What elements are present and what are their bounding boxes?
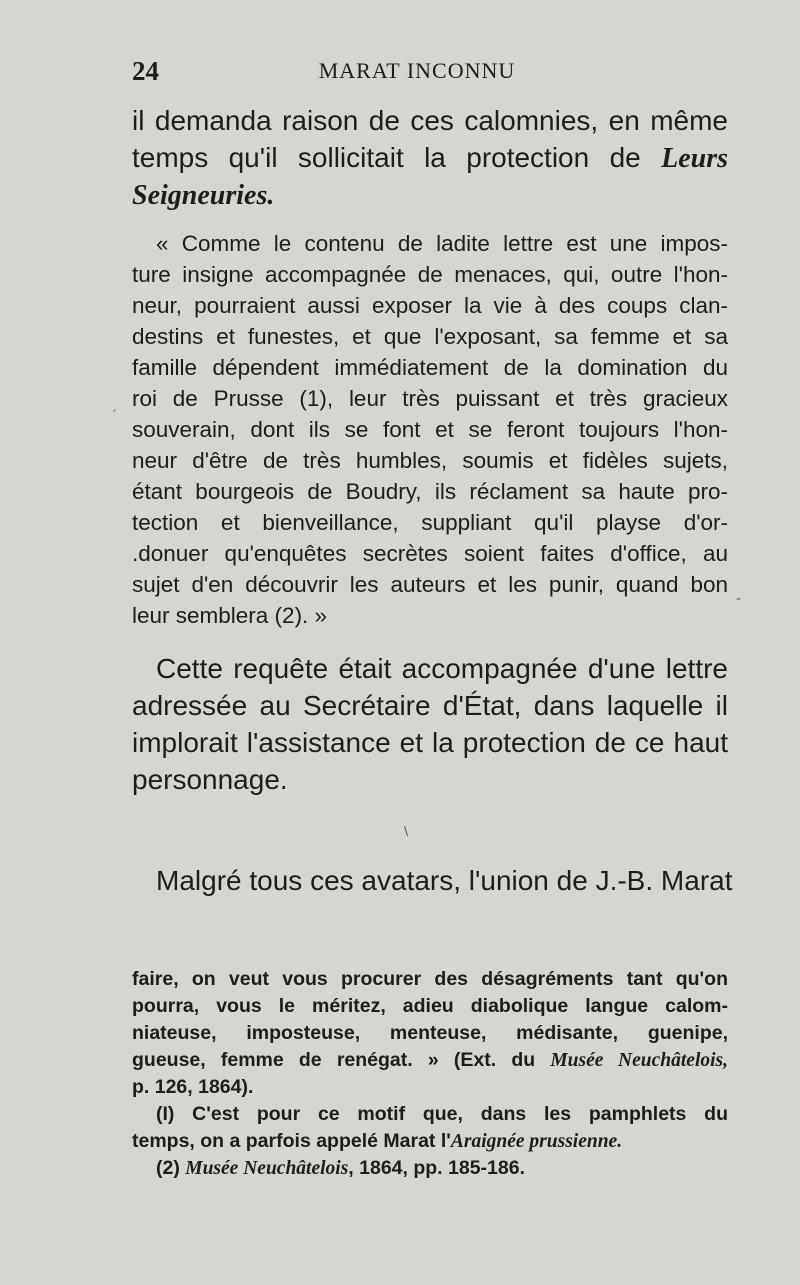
italic-text: Araignée prussienne. <box>450 1131 623 1152</box>
footnote-line: niateuse, imposteuse, menteuse, médisante, guenipe, <box>132 1022 728 1044</box>
text-line <box>132 139 728 177</box>
footnote-line <box>132 1047 728 1074</box>
footnote-line: pourra, vous le méritez, adieu diabolique langue calom- <box>132 995 728 1017</box>
text-line: étant bourgeois de Boudry, ils réclament sa haute pro- <box>132 479 728 504</box>
text-line: .donuer qu'enquêtes secrètes soient faites d'office, au <box>132 541 728 566</box>
text-line: ture insigne accompagnée de menaces, qui, outre l'hon- <box>132 262 728 287</box>
text-fragment: gueuse, femme de renégat. » (Ext. du <box>132 1049 551 1071</box>
paragraph-three <box>132 862 733 899</box>
text-line: roi de Prusse (1), leur très puissant et très gracieux <box>132 386 728 411</box>
margin-mark: ′ <box>113 408 117 424</box>
text-line: famille dépendent immédiatement de la domination du <box>132 355 728 380</box>
text-fragment: (2) <box>156 1157 186 1179</box>
text-fragment: temps, on a parfois appelé Marat l' <box>132 1130 451 1152</box>
text-line: neur, pourraient aussi exposer la vie à des coups clan- <box>132 293 728 318</box>
text-line: tection et bienveillance, suppliant qu'il playse d'or- <box>132 510 728 535</box>
text-line: leur semblera (2). » <box>132 603 328 628</box>
footnote-line <box>132 1155 728 1182</box>
footnotes <box>132 966 728 1182</box>
text-fragment: temps qu'il sollicitait la protection de <box>132 142 662 173</box>
margin-mark: \ <box>404 824 409 838</box>
footnote-line: faire, on veut vous procurer des désagréments tant qu'on <box>132 968 728 990</box>
text-line: Cette requête était accompagnée d'une lettre <box>156 653 728 684</box>
text-line: il demanda raison de ces calomnies, en même <box>132 105 728 136</box>
italic-text: Seigneuries. <box>132 180 275 211</box>
italic-text: Musée Neuchâtelois, <box>550 1050 728 1071</box>
text-line: personnage. <box>132 764 288 795</box>
footnote-line: p. 126, 1864). <box>132 1076 254 1098</box>
page-header <box>132 56 702 88</box>
footnote-line <box>132 1128 728 1155</box>
margin-mark: - <box>736 591 742 607</box>
text-line: « Comme le contenu de ladite lettre est une impos- <box>156 231 728 256</box>
text-line: souverain, dont ils se font et se feront toujours l'hon- <box>132 417 728 442</box>
running-title: MARAT INCONNU <box>318 58 516 83</box>
footnote-line: (I) C'est pour ce motif que, dans les pamphlets du <box>156 1103 728 1125</box>
italic-text: Musée Neuchâtelois <box>185 1158 349 1179</box>
quote-paragraph <box>132 228 728 631</box>
text-line: Malgré tous ces avatars, l'union de J.-B. Marat <box>156 865 733 896</box>
text-fragment: , 1864, pp. 185-186. <box>348 1157 525 1179</box>
text-line: adressée au Secrétaire d'État, dans laquelle il <box>132 690 728 721</box>
page-number: 24 <box>132 56 159 86</box>
text-line: sujet d'en découvrir les auteurs et les punir, quand bon <box>132 572 728 597</box>
text-line: implorait l'assistance et la protection de ce haut <box>132 727 728 758</box>
text-line: destins et funestes, et que l'exposant, sa femme et sa <box>132 324 728 349</box>
intro-paragraph <box>132 102 728 214</box>
italic-text: Leurs <box>661 143 728 174</box>
text-line: neur d'être de très humbles, soumis et fidèles sujets, <box>132 448 728 473</box>
paragraph-two <box>132 650 728 798</box>
